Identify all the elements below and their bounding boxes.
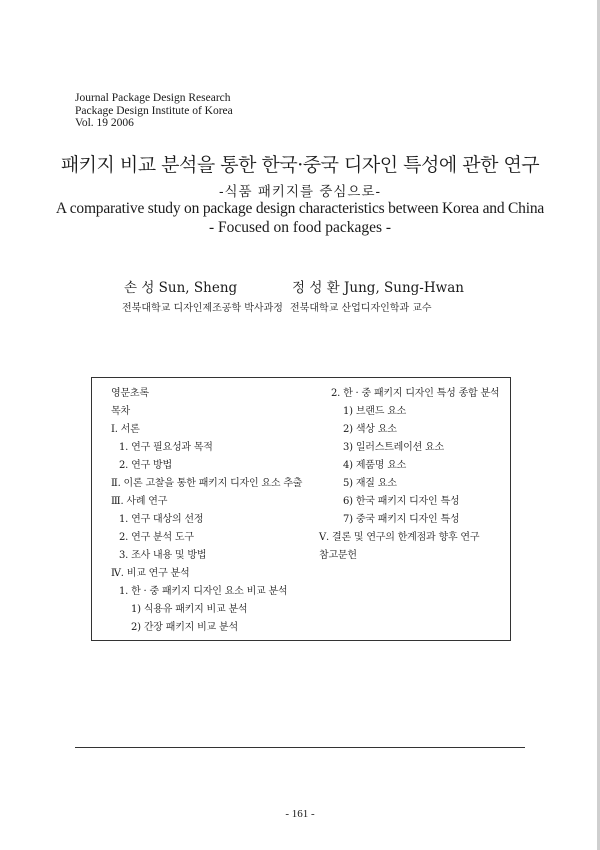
toc-item: 1) 식용유 패키지 비교 분석 — [131, 604, 248, 615]
journal-name: Journal Package Design Research — [75, 92, 231, 104]
toc-item: 1. 연구 대상의 선정 — [119, 514, 204, 525]
toc-item: 7) 중국 패키지 디자인 특성 — [343, 514, 460, 525]
toc-item: 목차 — [111, 406, 130, 417]
author-2-affiliation: 전북대학교 산업디자인학과 교수 — [290, 303, 432, 314]
toc-item: 영문초록 — [111, 388, 149, 399]
toc-item: 참고문헌 — [319, 550, 357, 561]
toc-item: 4) 제품명 요소 — [343, 460, 407, 471]
toc-item: 2) 간장 패키지 비교 분석 — [131, 622, 238, 633]
toc-item: 2) 색상 요소 — [343, 424, 397, 435]
author-1-affiliation: 전북대학교 디자인제조공학 박사과정 — [122, 303, 283, 314]
footnote-rule — [75, 747, 525, 748]
toc-item: Ⅲ. 사례 연구 — [111, 496, 168, 507]
toc-item: Ⅳ. 비교 연구 분석 — [111, 568, 190, 579]
author-2-name: 정 성 환 Jung, Sung-Hwan — [292, 280, 464, 296]
toc-item: 3) 일러스트레이션 요소 — [343, 442, 444, 453]
toc-item: Ⅱ. 이론 고찰을 통한 패키지 디자인 요소 추출 — [111, 478, 303, 489]
toc-item: 1. 연구 필요성과 목적 — [119, 442, 213, 453]
toc-item: 2. 연구 분석 도구 — [119, 532, 194, 543]
toc-item: Ⅴ. 결론 및 연구의 한계점과 향후 연구 — [319, 532, 480, 543]
toc-item: 2. 한 · 중 패키지 디자인 특성 종합 분석 — [331, 388, 500, 399]
toc-item: 2. 연구 방법 — [119, 460, 172, 471]
toc-item: 6) 한국 패키지 디자인 특성 — [343, 496, 460, 507]
subtitle-english: - Focused on food packages - — [208, 219, 392, 236]
journal-institute: Package Design Institute of Korea — [75, 104, 233, 117]
journal-volume: Vol. 19 2006 — [75, 117, 134, 129]
toc-item: 3. 조사 내용 및 방법 — [119, 550, 207, 561]
title-english: A comparative study on package design characteristics between Korea and China — [55, 200, 545, 217]
journal-header — [75, 92, 233, 130]
subtitle-korean: -식품 패키지를 중심으로- — [218, 184, 382, 200]
page-number: - 161 - — [285, 808, 315, 820]
table-of-contents — [91, 377, 511, 641]
author-1-name: 손 성 Sun, Sheng — [124, 280, 238, 296]
toc-item: 5) 재질 요소 — [343, 478, 397, 489]
toc-item: Ⅰ. 서론 — [111, 424, 140, 435]
toc-item: 1) 브랜드 요소 — [343, 406, 407, 417]
title-korean: 패키지 비교 분석을 통한 한국·중국 디자인 특성에 관한 연구 — [60, 154, 540, 176]
toc-item: 1. 한 · 중 패키지 디자인 요소 비교 분석 — [119, 586, 288, 597]
